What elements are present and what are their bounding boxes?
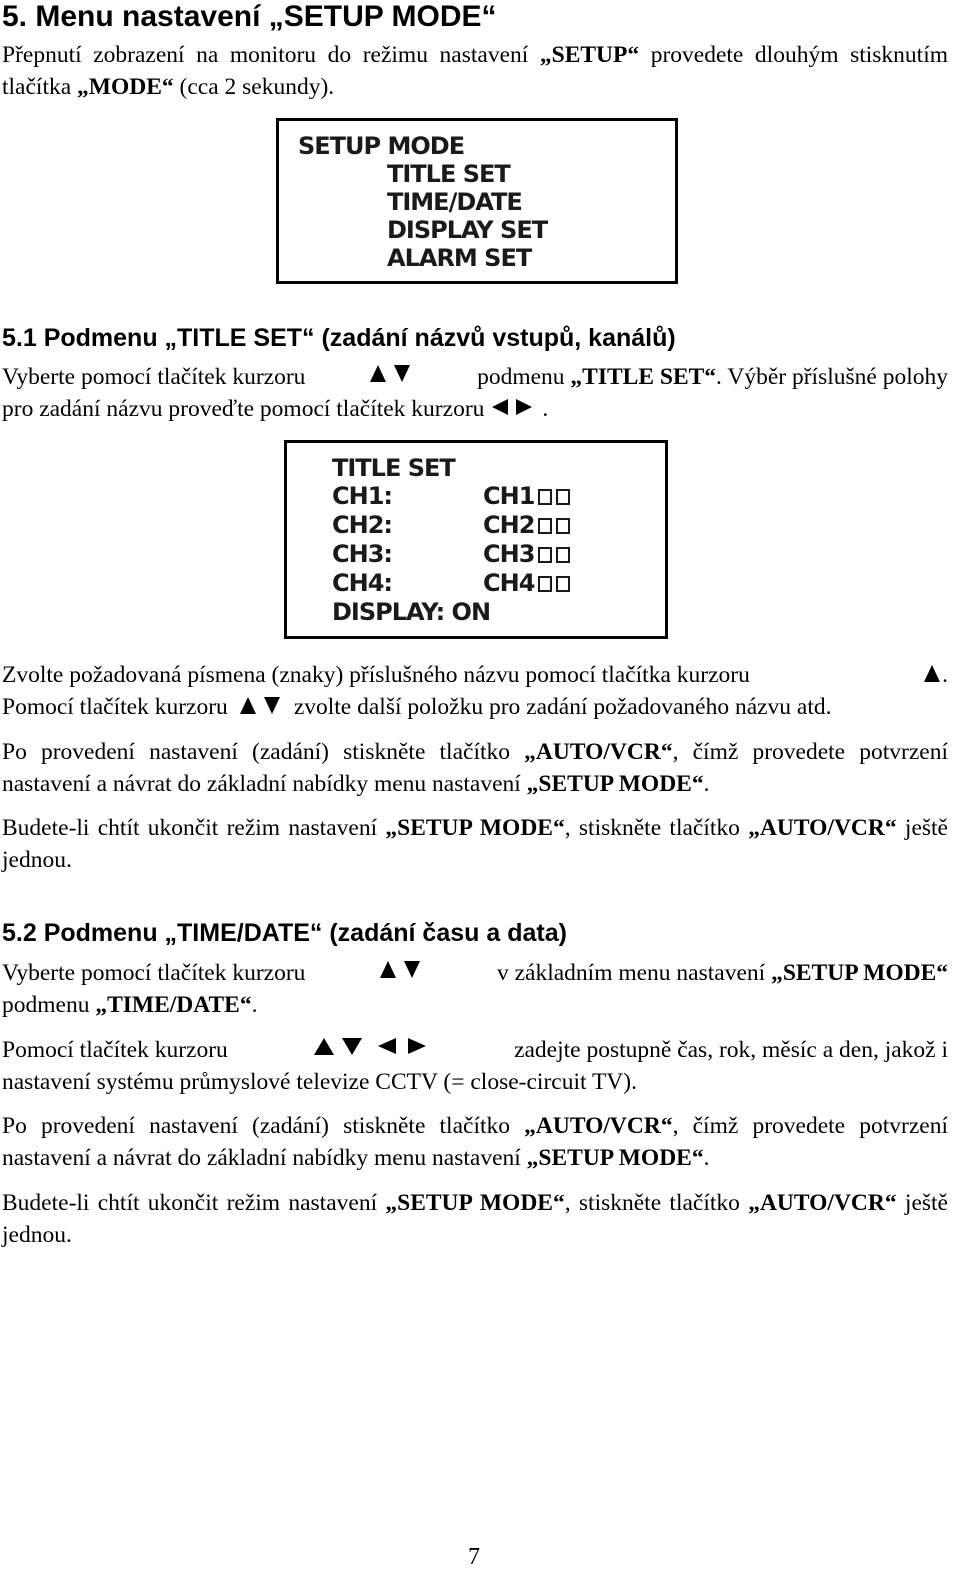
up-down-arrows-icon	[378, 958, 424, 980]
auto-vcr-key: „AUTO/VCR“	[524, 739, 673, 765]
title-screen-ch4-value: CH4	[483, 569, 570, 597]
setup-mode-key: „SETUP MODE“	[385, 1190, 565, 1216]
setup-screen-item-alarm-set: ALARM SET	[387, 244, 532, 272]
text: . Výběr příslušné polohy	[716, 364, 948, 390]
page-number: 7	[468, 1544, 480, 1570]
intro-text-2: provedete dlouhým stisknutím tlačítka	[2, 42, 949, 100]
text: zadejte postupně čas, rok, měsíc a den, jakož i	[514, 1037, 948, 1063]
up-down-arrows-icon	[238, 694, 284, 716]
text: , čímž provedete potvrzení nastavení a návrat do základní nabídky menu nastavení	[2, 739, 949, 797]
section-5-2-paragraph-2	[2, 1035, 948, 1098]
text: ještě jednou.	[2, 815, 948, 873]
auto-vcr-key: „AUTO/VCR“	[524, 1113, 673, 1139]
paragraph-line	[2, 692, 948, 724]
text: .	[703, 770, 710, 797]
title-set-key: „TITLE SET“	[570, 364, 717, 390]
up-down-arrows-icon	[368, 362, 414, 384]
auto-vcr-key: „AUTO/VCR“	[748, 1190, 897, 1216]
setup-mode-screen	[276, 118, 678, 284]
title-set-screen	[284, 440, 668, 639]
setup-screen-item-time-date: TIME/DATE	[387, 188, 522, 216]
text: Pomocí tlačítek kurzoru	[2, 693, 228, 720]
text: Po provedení nastavení (zadání) stiskněte tlačítko	[2, 739, 525, 765]
text: .	[942, 662, 948, 688]
text: , stiskněte tlačítko	[564, 1190, 749, 1216]
text: , stiskněte tlačítko	[564, 815, 749, 841]
up-arrow-icon	[922, 662, 942, 684]
text: .	[542, 395, 549, 422]
title-screen-ch3-label: CH3:	[332, 540, 392, 568]
setup-mode-key: „SETUP MODE“	[771, 960, 948, 986]
cursor-box-icon	[556, 518, 570, 534]
setup-screen-title: SETUP MODE	[298, 132, 465, 160]
text: , čímž provedete potvrzení nastavení a návrat do základní nabídky menu nastavení	[2, 1113, 949, 1171]
time-date-key: „TIME/DATE“	[95, 991, 252, 1018]
cursor-box-icon	[556, 489, 570, 505]
paragraph-line	[2, 660, 948, 692]
title-screen-ch4-label: CH4:	[332, 569, 392, 597]
text: pro zadání názvu proveďte pomocí tlačítek kurzoru	[2, 395, 485, 422]
text: podmenu	[477, 364, 571, 390]
title-screen-ch3-value: CH3	[483, 540, 570, 568]
section-5-2-paragraph-3	[2, 1111, 948, 1174]
section-5-2-paragraph-4	[2, 1188, 948, 1251]
paragraph-line: nastavení systému průmyslové televize CCTV (= close-circuit TV).	[2, 1068, 637, 1095]
intro-text-1: Přepnutí zobrazení na monitoru do režimu nastavení	[2, 42, 540, 68]
title-screen-ch2-value: CH2	[483, 511, 570, 539]
paragraph-line	[2, 394, 948, 426]
setup-mode-key: „SETUP MODE“	[526, 770, 704, 797]
section-5-2-title: 5.2 Podmenu „TIME/DATE“ (zadání času a data)	[2, 919, 567, 947]
cursor-box-icon	[538, 489, 552, 505]
paragraph-line	[2, 958, 948, 990]
intro-setup-key: „SETUP“	[539, 42, 640, 68]
text: Budete-li chtít ukončit režim nastavení	[2, 815, 386, 841]
title-screen-ch2-label: CH2:	[332, 511, 392, 539]
setup-mode-key: „SETUP MODE“	[526, 1144, 704, 1171]
text: .	[251, 991, 258, 1018]
cursor-box-icon	[538, 576, 552, 592]
title-screen-display-status: DISPLAY: ON	[332, 598, 491, 626]
section-5-1-paragraph-1	[2, 362, 948, 425]
section-5-1-paragraph-4	[2, 813, 948, 876]
cursor-box-icon	[556, 547, 570, 563]
title-screen-ch1-value: CH1	[483, 482, 570, 510]
paragraph-line	[2, 1035, 948, 1067]
intro-text-3: (cca 2 sekundy).	[173, 73, 335, 100]
title-screen-ch1-label: CH1:	[332, 482, 392, 510]
section-5-intro	[2, 40, 948, 103]
text: Vyberte pomocí tlačítek kurzoru	[2, 364, 306, 390]
cursor-box-icon	[556, 576, 570, 592]
left-right-arrows-icon	[490, 396, 536, 418]
section-5-2-paragraph-1	[2, 958, 948, 1021]
text: Pomocí tlačítek kurzoru	[2, 1037, 228, 1063]
section-5-title: 5. Menu nastavení „SETUP MODE“	[2, 0, 497, 33]
setup-screen-item-title-set: TITLE SET	[387, 160, 510, 188]
section-5-1-title: 5.1 Podmenu „TITLE SET“ (zadání názvů vstupů, kanálů)	[2, 324, 676, 352]
text: v základním menu nastavení	[496, 960, 772, 986]
paragraph-line	[2, 362, 948, 394]
section-5-1-paragraph-2	[2, 660, 948, 723]
title-screen-title: TITLE SET	[332, 454, 455, 482]
setup-mode-key: „SETUP MODE“	[385, 815, 565, 841]
text: Zvolte požadovaná písmena (znaky) příslušného názvu pomocí tlačítka kurzoru	[2, 662, 750, 688]
intro-mode-key: „MODE“	[77, 73, 174, 100]
four-direction-arrows-icon	[312, 1035, 430, 1057]
text: Po provedení nastavení (zadání) stiskněte tlačítko	[2, 1113, 525, 1139]
text: ještě jednou.	[2, 1190, 948, 1248]
text: zvolte další položku pro zadání požadovaného názvu atd.	[293, 693, 832, 720]
auto-vcr-key: „AUTO/VCR“	[748, 815, 897, 841]
cursor-box-icon	[538, 518, 552, 534]
setup-screen-item-display-set: DISPLAY SET	[387, 216, 548, 244]
text: .	[703, 1144, 710, 1171]
text: Budete-li chtít ukončit režim nastavení	[2, 1190, 386, 1216]
text: Vyberte pomocí tlačítek kurzoru	[2, 960, 306, 986]
text: podmenu	[2, 991, 96, 1018]
paragraph-line	[2, 990, 948, 1022]
section-5-1-paragraph-3	[2, 737, 948, 800]
cursor-box-icon	[538, 547, 552, 563]
